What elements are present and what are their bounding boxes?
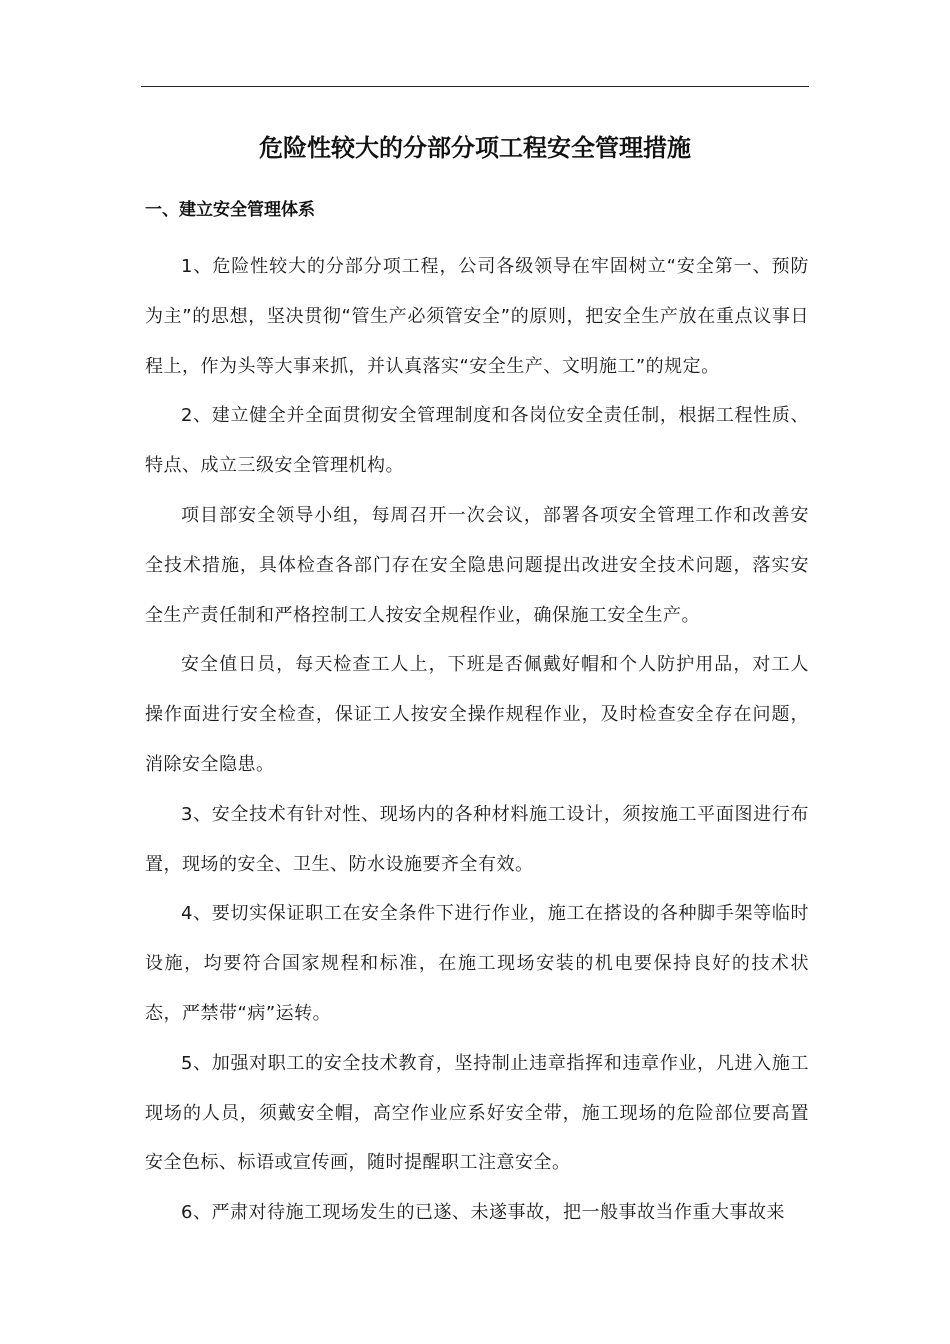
paragraph-duty-officer: 安全值日员，每天检查工人上，下班是否佩戴好帽和个人防护用品，对工人操作面进行安全检查，保证工人按安全操作规程作业，及时检查安全存在问题，消除安全隐患。	[145, 654, 809, 775]
paragraph-item-1: 1、危险性较大的分部分项工程，公司各级领导在牢固树立“安全第一、预防为主”的思想，坚决贯彻“管生产必须管安全”的原则，把安全生产放在重点议事日程上，作为头等大事来抓，并认真落实“安全生产、文明施工”的规定。	[145, 256, 809, 377]
document-body	[145, 242, 809, 1238]
paragraph-item-3: 3、安全技术有针对性、现场内的各种材料施工设计，须按施工平面图进行布置，现场的安全、卫生、防水设施要齐全有效。	[145, 803, 809, 875]
document-title: 危险性较大的分部分项工程安全管理措施	[259, 134, 691, 162]
paragraph-item-2: 2、建立健全并全面贯彻安全管理制度和各岗位安全责任制，根据工程性质、特点、成立三级安全管理机构。	[145, 405, 809, 477]
paragraph-item-4: 4、要切实保证职工在安全条件下进行作业，施工在搭设的各种脚手架等临时设施，均要符合国家规程和标准，在施工现场安装的机电要保持良好的技术状态，严禁带“病”运转。	[145, 903, 809, 1024]
paragraph-item-6: 6、严肃对待施工现场发生的已遂、未遂事故，把一般事故当作重大事故来	[181, 1202, 785, 1224]
paragraph-safety-group: 项目部安全领导小组，每周召开一次会议，部署各项安全管理工作和改善安全技术措施，具体检查各部门存在安全隐患问题提出改进安全技术问题，落实安全生产责任制和严格控制工人按安全规程作业，确保施工安全生产。	[145, 504, 809, 626]
header-rule	[141, 86, 809, 87]
section-heading: 一、建立安全管理体系	[145, 200, 315, 220]
paragraph-item-5: 5、加强对职工的安全技术教育，坚持制止违章指挥和违章作业，凡进入施工现场的人员，须戴安全帽，高空作业应系好安全带，施工现场的危险部位要高置安全色标、标语或宣传画，随时提醒职工注意安全。	[145, 1052, 809, 1174]
